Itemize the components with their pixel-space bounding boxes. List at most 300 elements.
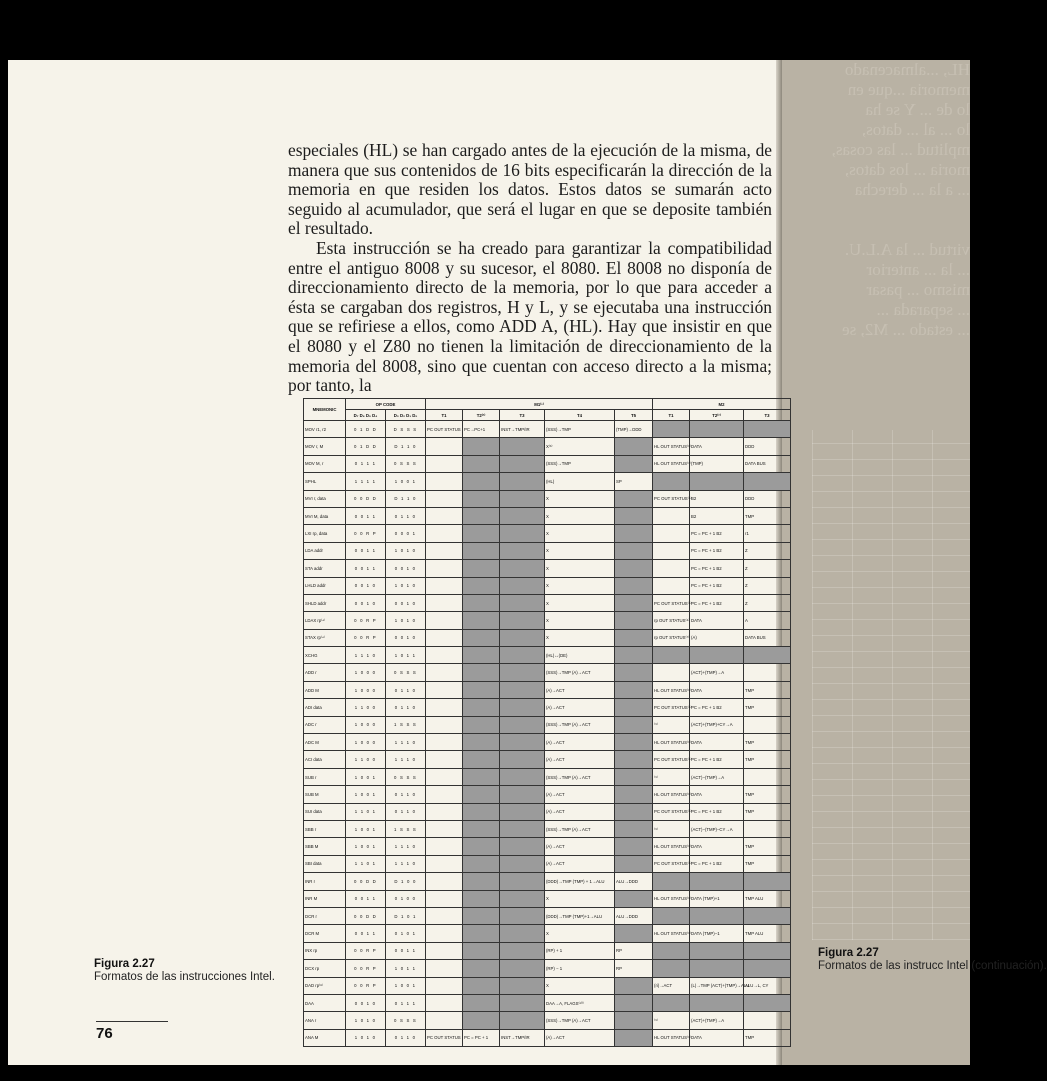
m2-t1-cell: [653, 525, 690, 542]
mnemonic-cell: DCR r: [304, 907, 346, 924]
header-t4: T4: [545, 410, 615, 421]
table-row: [304, 716, 791, 733]
m2-t3-cell: TMP ALU: [744, 925, 791, 942]
t3-cell: [500, 629, 545, 646]
m2-t3-cell: [744, 421, 791, 438]
header-mnemonic: MNEMONIC: [304, 399, 346, 421]
t1-cell: [426, 507, 463, 524]
m2-t3-cell: Z: [744, 594, 791, 611]
table-row: [304, 455, 791, 472]
t4-cell: (SSS)→TMP (A)→ACT: [545, 768, 615, 785]
t2-cell: [463, 664, 500, 681]
t1-cell: [426, 855, 463, 872]
opcode-hi-cell: 0 0 R P: [346, 525, 386, 542]
t2-cell: [463, 838, 500, 855]
t3-cell: [500, 525, 545, 542]
mnemonic-cell: SBI data: [304, 855, 346, 872]
t4-cell: X: [545, 507, 615, 524]
m2-t2-cell: [690, 942, 744, 959]
table-row: [304, 960, 791, 977]
t3-cell: [500, 664, 545, 681]
m2-t1-cell: ⁽⁹⁾: [653, 1012, 690, 1029]
opcode-lo-cell: 1 0 1 0: [386, 612, 426, 629]
m2-t3-cell: Z: [744, 560, 791, 577]
m2-t3-cell: [744, 664, 791, 681]
table-row: [304, 681, 791, 698]
t2-cell: [463, 438, 500, 455]
m2-t1-cell: PC OUT STATUS⁽⁶⁾: [653, 594, 690, 611]
opcode-lo-cell: 1 0 1 1: [386, 647, 426, 664]
opcode-lo-cell: 1 0 1 0: [386, 577, 426, 594]
header-d-hi: D₇ D₆ D₅ D₄: [346, 410, 386, 421]
table-row: [304, 873, 791, 890]
m2-t3-cell: [744, 873, 791, 890]
t4-cell: (SSS)→TMP: [545, 421, 615, 438]
t1-cell: [426, 838, 463, 855]
t1-cell: [426, 455, 463, 472]
footer-rule: [96, 1021, 168, 1022]
m2-t3-cell: TMP: [744, 855, 791, 872]
t3-cell: [500, 873, 545, 890]
mnemonic-cell: SBB M: [304, 838, 346, 855]
opcode-hi-cell: 0 0 1 1: [346, 542, 386, 559]
table-row: [304, 977, 791, 994]
opcode-hi-cell: 0 0 1 1: [346, 507, 386, 524]
t5-cell: [615, 438, 653, 455]
m2-t3-cell: r1: [744, 525, 791, 542]
m2-t1-cell: [653, 421, 690, 438]
t3-cell: [500, 473, 545, 490]
t4-cell: (A)→ACT: [545, 855, 615, 872]
t2-cell: [463, 994, 500, 1011]
opcode-hi-cell: 1 1 0 0: [346, 751, 386, 768]
mnemonic-cell: DCR M: [304, 925, 346, 942]
mnemonic-cell: MVI M, data: [304, 507, 346, 524]
table-row: [304, 751, 791, 768]
t2-cell: PC→PC+1: [463, 421, 500, 438]
header-t5: T5: [615, 410, 653, 421]
mnemonic-cell: ACI data: [304, 751, 346, 768]
m2-t2-cell: B2: [690, 490, 744, 507]
t4-cell: (A)→ACT: [545, 751, 615, 768]
mnemonic-cell: LHLD addr: [304, 577, 346, 594]
m2-t2-cell: [690, 873, 744, 890]
opcode-hi-cell: 0 0 1 0: [346, 577, 386, 594]
t3-cell: [500, 699, 545, 716]
t4-cell: X: [545, 542, 615, 559]
m2-t2-cell: DATA: [690, 438, 744, 455]
m2-t1-cell: HL OUT STATUS⁽⁶⁾: [653, 786, 690, 803]
m2-t2-cell: (A): [690, 629, 744, 646]
t5-cell: (TMP)→DDD: [615, 421, 653, 438]
t1-cell: [426, 803, 463, 820]
opcode-lo-cell: 0 0 1 0: [386, 629, 426, 646]
t2-cell: [463, 542, 500, 559]
m2-t2-cell: DATA (TMP)−1: [690, 925, 744, 942]
t5-cell: [615, 855, 653, 872]
m2-t1-cell: rp OUT STATUS⁽⁷⁾: [653, 629, 690, 646]
m2-t1-cell: [653, 907, 690, 924]
opcode-hi-cell: 1 1 0 0: [346, 699, 386, 716]
table-row: [304, 925, 791, 942]
header-t2: T2⁽²⁾: [463, 410, 500, 421]
instruction-format-table: [303, 398, 770, 1041]
figure-caption-text: Formatos de las instrucciones Intel.: [94, 971, 275, 983]
t1-cell: [426, 1012, 463, 1029]
t5-cell: [615, 890, 653, 907]
mnemonic-cell: DAA: [304, 994, 346, 1011]
mnemonic-cell: DAD rp⁽⁸⁾: [304, 977, 346, 994]
opcode-hi-cell: 1 0 1 0: [346, 1029, 386, 1046]
opcode-lo-cell: 0 0 0 1: [386, 525, 426, 542]
opcode-hi-cell: 1 0 0 1: [346, 838, 386, 855]
m2-t1-cell: PC OUT STATUS⁽⁶⁾: [653, 490, 690, 507]
t3-cell: [500, 560, 545, 577]
opcode-hi-cell: 0 0 R P: [346, 612, 386, 629]
m2-t1-cell: [653, 507, 690, 524]
t5-cell: [615, 542, 653, 559]
t2-cell: [463, 768, 500, 785]
t4-cell: (A)→ACT: [545, 803, 615, 820]
opcode-hi-cell: 0 1 D D: [346, 438, 386, 455]
t3-cell: [500, 942, 545, 959]
m2-t1-cell: PC OUT STATUS⁽⁶⁾: [653, 699, 690, 716]
t2-cell: [463, 960, 500, 977]
t1-cell: [426, 907, 463, 924]
table-row: [304, 734, 791, 751]
opcode-hi-cell: 1 0 1 0: [346, 1012, 386, 1029]
figure-caption: [94, 958, 280, 984]
t4-cell: (HL)↔(DE): [545, 647, 615, 664]
m2-t3-cell: [744, 907, 791, 924]
t5-cell: SP: [615, 473, 653, 490]
opcode-hi-cell: 0 0 1 1: [346, 560, 386, 577]
t2-cell: [463, 629, 500, 646]
opcode-lo-cell: 0 1 1 0: [386, 507, 426, 524]
t1-cell: [426, 490, 463, 507]
t1-cell: [426, 820, 463, 837]
table-row: [304, 629, 791, 646]
m2-t1-cell: PC OUT STATUS⁽⁶⁾: [653, 751, 690, 768]
t4-cell: X: [545, 560, 615, 577]
opcode-lo-cell: 0 1 0 0: [386, 890, 426, 907]
opcode-lo-cell: 0 1 1 0: [386, 786, 426, 803]
m2-t2-cell: DATA: [690, 734, 744, 751]
t2-cell: [463, 734, 500, 751]
opcode-lo-cell: 1 S S S: [386, 716, 426, 733]
m2-t1-cell: PC OUT STATUS⁽⁶⁾: [653, 803, 690, 820]
body-text: [288, 141, 772, 396]
m2-t3-cell: TMP: [744, 681, 791, 698]
opcode-hi-cell: 1 1 1 1: [346, 473, 386, 490]
t1-cell: [426, 612, 463, 629]
t2-cell: [463, 594, 500, 611]
m2-t3-cell: [744, 716, 791, 733]
mnemonic-cell: ADD r: [304, 664, 346, 681]
m2-t3-cell: [744, 473, 791, 490]
t5-cell: [615, 525, 653, 542]
opcode-hi-cell: 0 0 R P: [346, 629, 386, 646]
opcode-hi-cell: 0 0 1 0: [346, 594, 386, 611]
t4-cell: X: [545, 629, 615, 646]
t1-cell: [426, 647, 463, 664]
m2-t3-cell: ALU→L, CY: [744, 977, 791, 994]
opcode-hi-cell: 0 0 R P: [346, 942, 386, 959]
header-m2-t3: T3: [744, 410, 791, 421]
t5-cell: ALU→DDD: [615, 873, 653, 890]
t5-cell: [615, 716, 653, 733]
t2-cell: [463, 751, 500, 768]
t1-cell: [426, 542, 463, 559]
opcode-hi-cell: 0 1 1 1: [346, 455, 386, 472]
table-row: [304, 994, 791, 1011]
opcode-lo-cell: 0 0 1 0: [386, 560, 426, 577]
m2-t2-cell: PC = PC + 1 B2: [690, 699, 744, 716]
t4-cell: DAA→A, FLAGS⁽¹⁰⁾: [545, 994, 615, 1011]
header-m2-t2: T2⁽²⁾: [690, 410, 744, 421]
t5-cell: [615, 751, 653, 768]
t1-cell: [426, 594, 463, 611]
t5-cell: [615, 560, 653, 577]
m2-t3-cell: [744, 960, 791, 977]
t3-cell: [500, 612, 545, 629]
m2-t3-cell: DDD: [744, 438, 791, 455]
t5-cell: [615, 734, 653, 751]
table-row: [304, 594, 791, 611]
m2-t1-cell: ⁽⁹⁾: [653, 820, 690, 837]
table-row: [304, 438, 791, 455]
m2-t2-cell: PC = PC + 1 B2: [690, 751, 744, 768]
t1-cell: [426, 977, 463, 994]
t2-cell: [463, 803, 500, 820]
facing-page-bleed-text: HL, ...almacenado memoria ...que en lo de ... Y se ha lo ... al ... datos, mplitud ... las cosas, moria ... los datos, ... a la ... derecha virtud ... la A.L.U. ... la ... anterior mismo ... pasar ... separada ... ... estado ... M2, se: [831, 60, 970, 339]
t4-cell: X: [545, 577, 615, 594]
t3-cell: [500, 768, 545, 785]
m2-t2-cell: PC = PC + 1 B2: [690, 542, 744, 559]
table-row: [304, 1029, 791, 1046]
m2-t3-cell: TMP: [744, 838, 791, 855]
t2-cell: [463, 820, 500, 837]
t2-cell: [463, 855, 500, 872]
table-row: [304, 907, 791, 924]
opcode-hi-cell: 0 0 D D: [346, 490, 386, 507]
t3-cell: [500, 855, 545, 872]
opcode-lo-cell: D 1 1 0: [386, 438, 426, 455]
table-row: [304, 664, 791, 681]
t4-cell: (A)→ACT: [545, 786, 615, 803]
t3-cell: [500, 734, 545, 751]
header-t1: T1: [426, 410, 463, 421]
t1-cell: PC OUT STATUS: [426, 1029, 463, 1046]
t3-cell: [500, 577, 545, 594]
t3-cell: [500, 490, 545, 507]
mnemonic-cell: SBB r: [304, 820, 346, 837]
mnemonic-cell: ADC M: [304, 734, 346, 751]
mnemonic-cell: ADD M: [304, 681, 346, 698]
t1-cell: [426, 873, 463, 890]
t5-cell: ALU→DDD: [615, 907, 653, 924]
t4-cell: (A)→ACT: [545, 734, 615, 751]
t4-cell: (RP) − 1: [545, 960, 615, 977]
t5-cell: [615, 768, 653, 785]
t2-cell: [463, 612, 500, 629]
t2-cell: [463, 890, 500, 907]
t1-cell: [426, 681, 463, 698]
facing-page-table-shadow: [812, 430, 970, 940]
m2-t2-cell: PC = PC + 1 B2: [690, 594, 744, 611]
t5-cell: [615, 455, 653, 472]
mnemonic-cell: ADC r: [304, 716, 346, 733]
opcode-hi-cell: 1 1 1 0: [346, 647, 386, 664]
t3-cell: [500, 803, 545, 820]
t4-cell: (A)→ACT: [545, 681, 615, 698]
m2-t1-cell: PC OUT STATUS⁽⁶⁾: [653, 855, 690, 872]
t3-cell: INST→TMP/IR: [500, 421, 545, 438]
t4-cell: (A)→ACT: [545, 1029, 615, 1046]
t2-cell: [463, 473, 500, 490]
t1-cell: [426, 629, 463, 646]
t3-cell: [500, 455, 545, 472]
t1-cell: [426, 994, 463, 1011]
opcode-lo-cell: 0 S S S: [386, 455, 426, 472]
table-row: [304, 421, 791, 438]
mnemonic-cell: MOV r1, r2: [304, 421, 346, 438]
t4-cell: X: [545, 594, 615, 611]
opcode-hi-cell: 0 0 1 1: [346, 925, 386, 942]
mnemonic-cell: LXI rp, data: [304, 525, 346, 542]
t3-cell: [500, 716, 545, 733]
t5-cell: [615, 647, 653, 664]
mnemonic-cell: ANA r: [304, 1012, 346, 1029]
opcode-lo-cell: 1 1 1 0: [386, 734, 426, 751]
t2-cell: [463, 873, 500, 890]
mnemonic-cell: LDAX rp⁽⁴⁾: [304, 612, 346, 629]
table-row: [304, 542, 791, 559]
m2-t2-cell: [690, 421, 744, 438]
t4-cell: X: [545, 612, 615, 629]
m2-t1-cell: HL OUT STATUS⁽⁶⁾: [653, 925, 690, 942]
t5-cell: [615, 820, 653, 837]
t2-cell: [463, 942, 500, 959]
opcode-hi-cell: 1 0 0 0: [346, 716, 386, 733]
t5-cell: [615, 629, 653, 646]
t5-cell: [615, 803, 653, 820]
opcode-hi-cell: 1 1 0 1: [346, 803, 386, 820]
opcode-hi-cell: 1 1 0 1: [346, 855, 386, 872]
table-row: [304, 647, 791, 664]
m2-t2-cell: [690, 473, 744, 490]
mnemonic-cell: ADI data: [304, 699, 346, 716]
m2-t2-cell: PC = PC + 1 B2: [690, 560, 744, 577]
m2-t3-cell: TMP: [744, 1029, 791, 1046]
t4-cell: (A)→ACT: [545, 699, 615, 716]
t3-cell: [500, 786, 545, 803]
t5-cell: [615, 664, 653, 681]
t3-cell: [500, 594, 545, 611]
m2-t2-cell: PC = PC + 1 B2: [690, 525, 744, 542]
t4-cell: X: [545, 925, 615, 942]
table-row: [304, 1012, 791, 1029]
m2-t3-cell: Z: [744, 542, 791, 559]
t4-cell: X: [545, 490, 615, 507]
m2-t2-cell: [690, 907, 744, 924]
t3-cell: [500, 681, 545, 698]
opcode-lo-cell: 0 0 1 1: [386, 942, 426, 959]
facing-figure-label: Figura 2.27: [818, 947, 879, 959]
m2-t1-cell: HL OUT STATUS⁽⁶⁾: [653, 838, 690, 855]
m2-t2-cell: DATA (TMP)+1: [690, 890, 744, 907]
m2-t3-cell: TMP: [744, 803, 791, 820]
opcode-lo-cell: 1 0 0 1: [386, 473, 426, 490]
t4-cell: (SSS)→TMP: [545, 455, 615, 472]
m2-t1-cell: [653, 994, 690, 1011]
t1-cell: [426, 577, 463, 594]
m2-t3-cell: [744, 820, 791, 837]
t2-cell: [463, 490, 500, 507]
header-d-lo: D₃ D₂ D₁ D₀: [386, 410, 426, 421]
header-m2-t1: T1: [653, 410, 690, 421]
t3-cell: [500, 960, 545, 977]
page-number: 76: [96, 1025, 113, 1042]
m2-t1-cell: [653, 647, 690, 664]
m2-t1-cell: rp OUT STATUS⁽⁶⁾: [653, 612, 690, 629]
t5-cell: [615, 594, 653, 611]
opcode-lo-cell: 0 1 1 0: [386, 699, 426, 716]
t5-cell: RP: [615, 942, 653, 959]
t4-cell: (SSS)→TMP (A)→ACT: [545, 664, 615, 681]
paragraph: especiales (HL) se han cargado antes de la ejecución de la misma, de manera que sus contenidos de 16 bits especificarán la dirección de la memoria en que residen los datos. Estos datos se sumarán acto seguido al acumulador, que será el lugar en que se deposite también el resultado.: [288, 140, 772, 239]
table-row: [304, 612, 791, 629]
m2-t2-cell: DATA: [690, 786, 744, 803]
opcode-hi-cell: 0 0 1 0: [346, 994, 386, 1011]
t2-cell: [463, 925, 500, 942]
mnemonic-cell: INR M: [304, 890, 346, 907]
header-m1: M1⁽¹⁾: [426, 399, 653, 410]
t2-cell: [463, 647, 500, 664]
m2-t3-cell: TMP ALU: [744, 890, 791, 907]
t1-cell: [426, 960, 463, 977]
t5-cell: [615, 699, 653, 716]
t2-cell: [463, 907, 500, 924]
t3-cell: [500, 977, 545, 994]
t3-cell: [500, 647, 545, 664]
m2-t1-cell: HL OUT STATUS⁽⁶⁾: [653, 890, 690, 907]
table-row: [304, 803, 791, 820]
table-row: [304, 786, 791, 803]
t5-cell: [615, 507, 653, 524]
mnemonic-cell: MVI r, data: [304, 490, 346, 507]
opcode-lo-cell: 1 0 0 1: [386, 977, 426, 994]
m2-t2-cell: (TMP): [690, 455, 744, 472]
opcode-lo-cell: 1 1 1 0: [386, 855, 426, 872]
t2-cell: [463, 577, 500, 594]
table-row: [304, 577, 791, 594]
table-row: [304, 942, 791, 959]
m2-t2-cell: PC = PC + 1 B2: [690, 577, 744, 594]
mnemonic-cell: SUI data: [304, 803, 346, 820]
t2-cell: [463, 977, 500, 994]
m2-t2-cell: [690, 960, 744, 977]
opcode-hi-cell: 1 0 0 0: [346, 681, 386, 698]
table-row: [304, 490, 791, 507]
t1-cell: [426, 699, 463, 716]
t5-cell: [615, 977, 653, 994]
table-row: [304, 890, 791, 907]
table-row: [304, 560, 791, 577]
opcode-lo-cell: 0 0 1 0: [386, 594, 426, 611]
t2-cell: PC = PC + 1: [463, 1029, 500, 1046]
m2-t1-cell: [653, 960, 690, 977]
